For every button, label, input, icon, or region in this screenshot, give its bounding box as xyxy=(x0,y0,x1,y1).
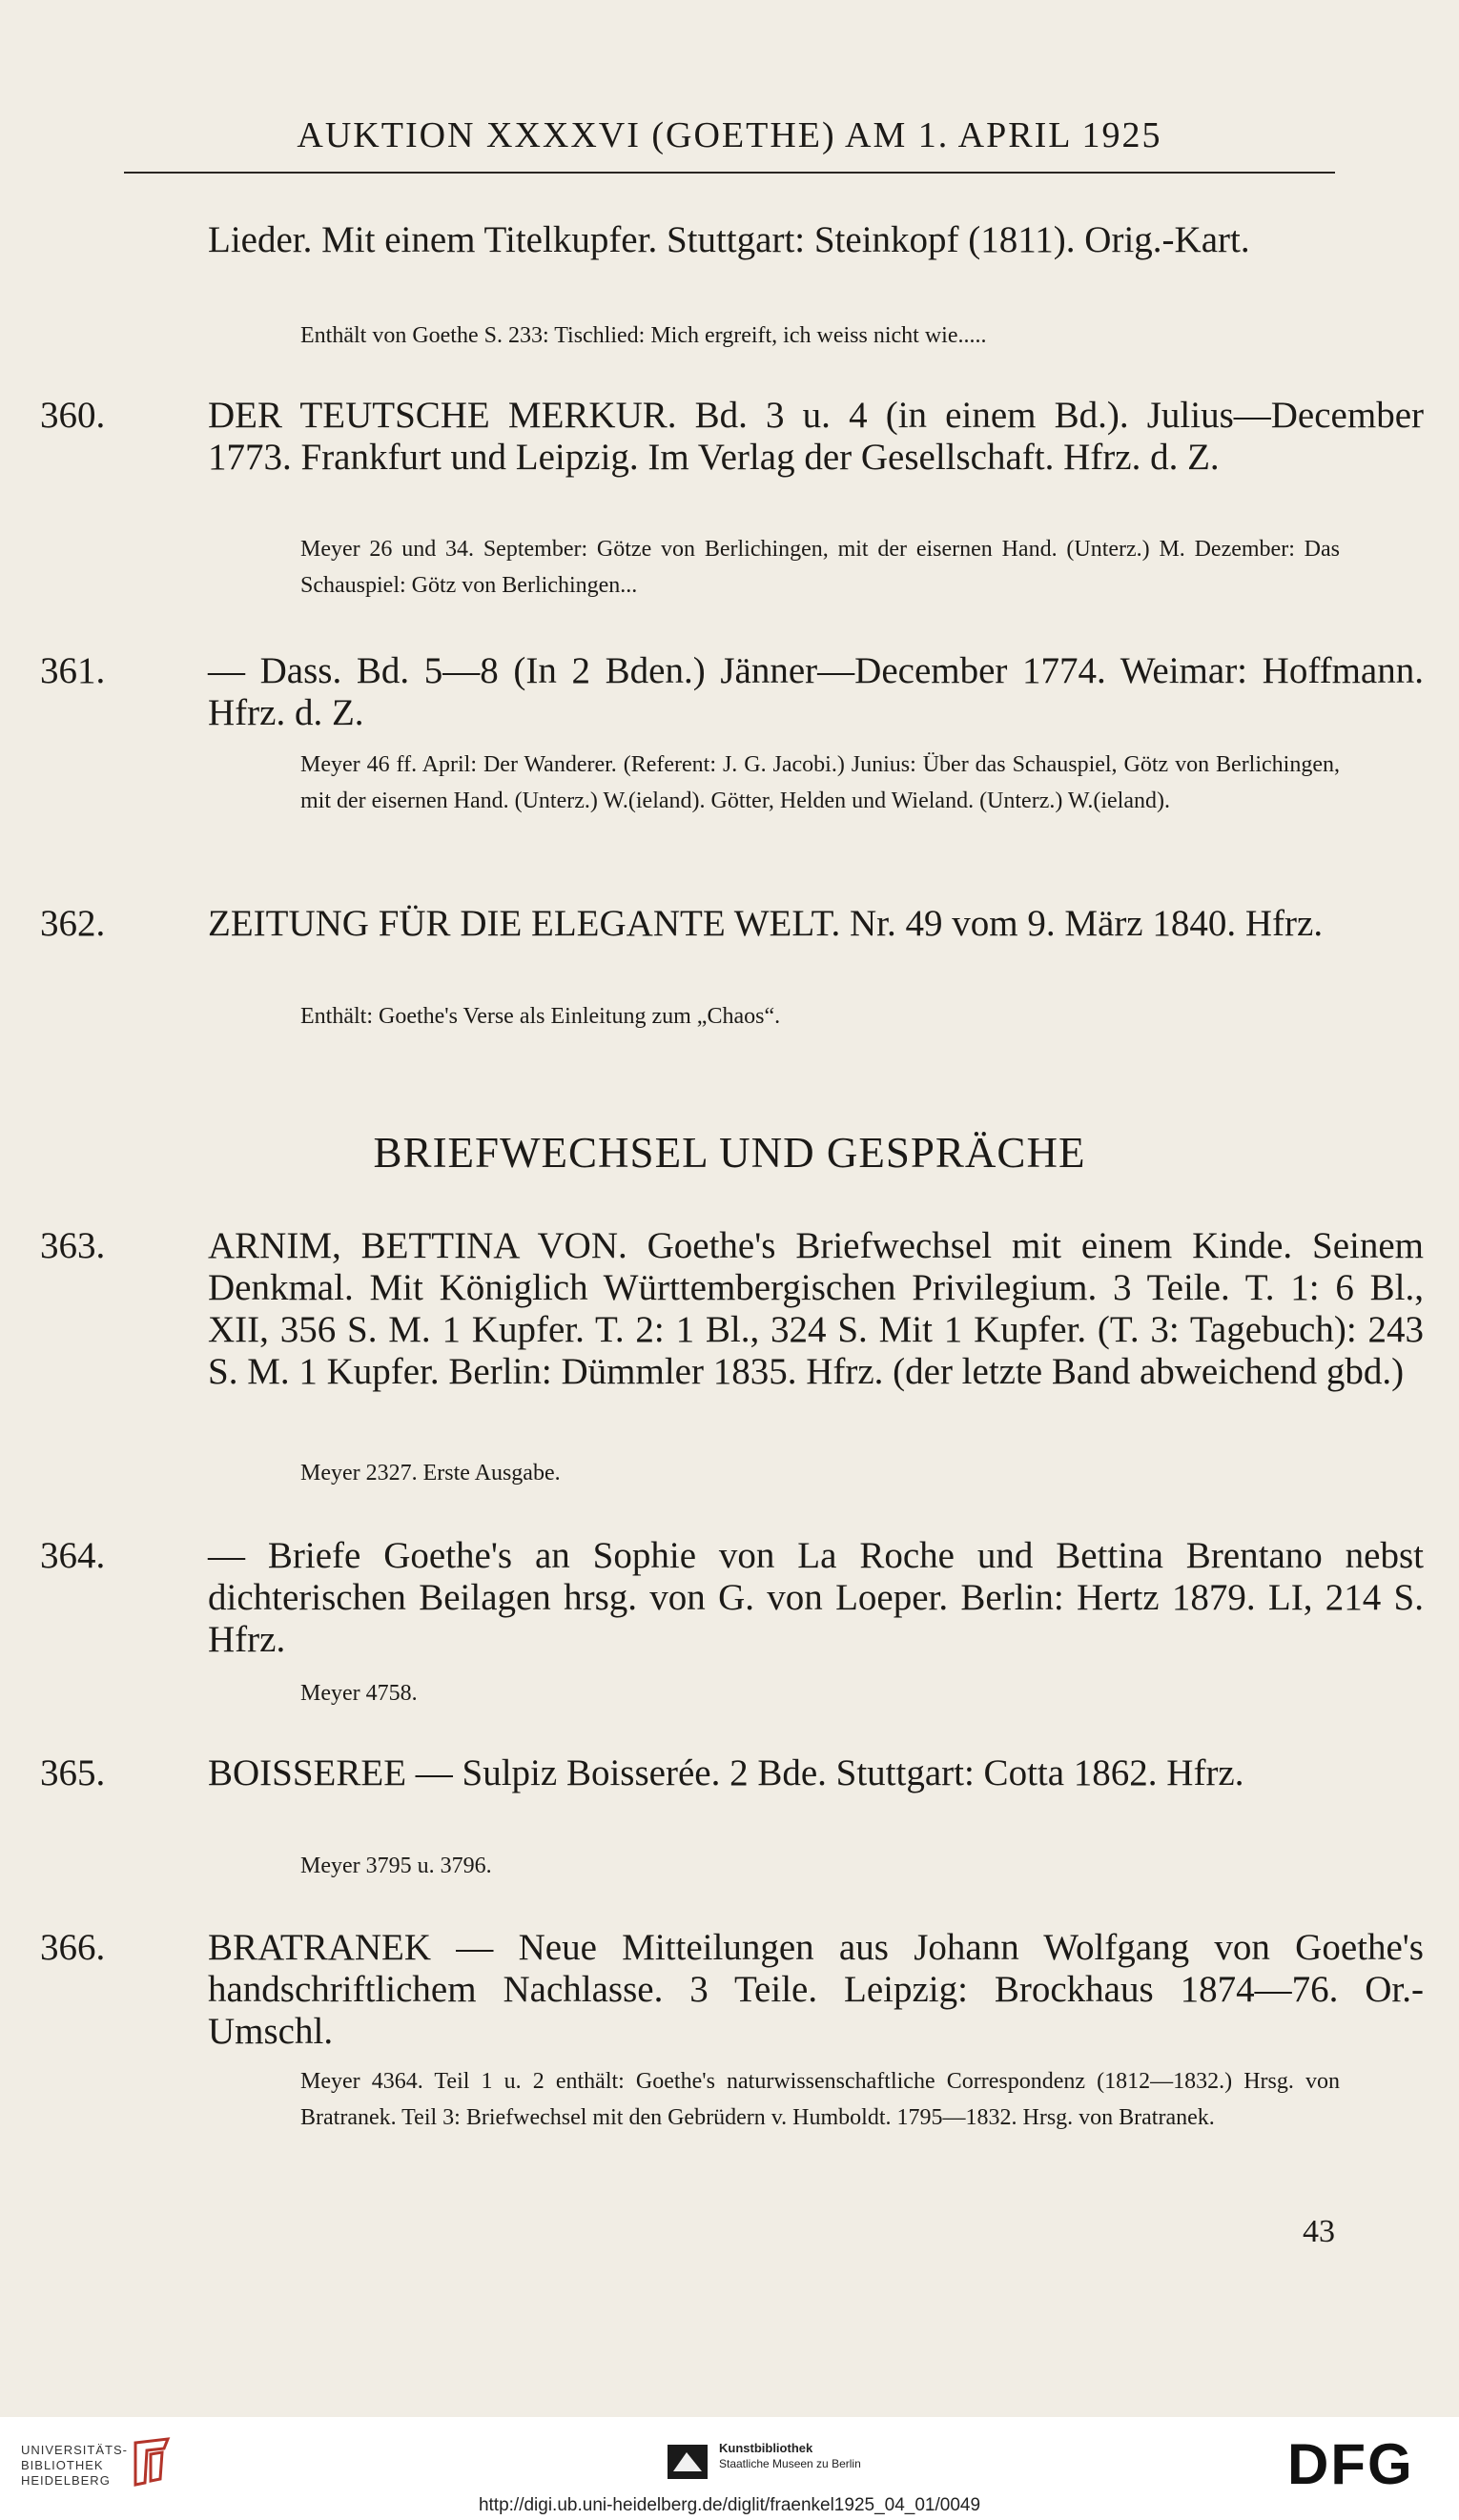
entry-365-note: Meyer 3795 u. 3796. xyxy=(300,1854,492,1878)
entry-number: 362. xyxy=(40,903,106,944)
entry-362 xyxy=(40,903,1424,945)
entry-number: 366. xyxy=(40,1927,106,1968)
entry-text: ZEITUNG FÜR DIE ELEGANTE WELT. Nr. 49 vom 9. März 1840. Hfrz. xyxy=(208,903,1324,944)
entry-text: — Dass. Bd. 5—8 (In 2 Bden.) Jänner—December 1774. Weimar: Hoffmann. Hfrz. d. Z. xyxy=(208,650,1424,733)
entry-362-note: Enthält: Goethe's Verse als Einleitung zum „Chaos“. xyxy=(300,1004,781,1029)
entry-360-note: Meyer 26 und 34. September: Götze von Berlichingen, mit der eisernen Hand. (Unterz.) M. Dezember: Das Schauspiel: Götz von Berlichingen... xyxy=(300,537,1340,598)
entry-text: DER TEUTSCHE MERKUR. Bd. 3 u. 4 (in einem Bd.). Julius—December 1773. Frankfurt und Leipzig. Im Verlag der Gesellschaft. Hfrz. d. Z. xyxy=(208,395,1424,478)
entry-363-note: Meyer 2327. Erste Ausgabe. xyxy=(300,1461,561,1485)
entry-number: 363. xyxy=(40,1225,106,1266)
entry-text: BRATRANEK — Neue Mitteilungen aus Johann Wolfgang von Goethe's handschriftlichem Nachlasse. 3 Teile. Leipzig: Brockhaus 1874—76. Or.-Umschl. xyxy=(208,1927,1424,2052)
entry-364 xyxy=(40,1535,1424,1661)
university-library-logo-text[interactable] xyxy=(21,2443,128,2489)
running-header: AUKTION XXXXVI (GOETHE) AM 1. APRIL 1925 xyxy=(297,115,1162,155)
logo-line: UNIVERSITÄTS- xyxy=(21,2443,128,2457)
section-title: BRIEFWECHSEL UND GESPRÄCHE xyxy=(373,1129,1086,1177)
header-rule xyxy=(124,172,1335,174)
logo-line: HEIDELBERG xyxy=(21,2473,111,2488)
source-url-link[interactable]: http://digi.ub.uni-heidelberg.de/diglit/fraenkel1925_04_01/0049 xyxy=(478,2495,981,2515)
kb-title: Kunstbibliothek xyxy=(719,2441,813,2455)
entry-lieder-note: Enthält von Goethe S. 233: Tischlied: Mich ergreift, ich weiss nicht wie..... xyxy=(300,323,987,348)
kb-subtitle: Staatliche Museen zu Berlin xyxy=(719,2457,861,2470)
logo-line: BIBLIOTHEK xyxy=(21,2458,104,2472)
entry-361-note: Meyer 46 ff. April: Der Wanderer. (Referent: J. G. Jacobi.) Junius: Über das Schauspiel, Götz von Berlichingen, mit der eisernen Hand. (Unterz.) W.(ieland). Götter, Helden und Wieland. (Unterz.) W.(ieland). xyxy=(300,752,1340,813)
entry-text: ARNIM, BETTINA VON. Goethe's Briefwechsel mit einem Kinde. Seinem Denkmal. Mit Königlich Württembergischen Privilegium. 3 Teile. T. 1: 6 Bl., XII, 356 S. M. 1 Kupfer. T. 2: 1 Bl., 324 S. Mit 1 Kupfer. (T. 3: Tagebuch): 243 S. M. 1 Kupfer. Berlin: Dümmler 1835. Hfrz. (der letzte Band abweichend gbd.) xyxy=(208,1225,1424,1392)
university-library-mark-icon xyxy=(130,2437,174,2487)
entry-360 xyxy=(40,395,1424,479)
entry-365 xyxy=(40,1752,1424,1794)
entry-lieder-main: Lieder. Mit einem Titelkupfer. Stuttgart: Steinkopf (1811). Orig.-Kart. xyxy=(208,219,1250,260)
entry-366-note: Meyer 4364. Teil 1 u. 2 enthält: Goethe's naturwissenschaftliche Correspondenz (1812—1832.) Hrsg. von Bratranek. Teil 3: Briefwechsel mit den Gebrüdern v. Humboldt. 1795—1832. Hrsg. von Bratranek. xyxy=(300,2069,1340,2130)
entry-363 xyxy=(40,1225,1424,1393)
entry-364-note: Meyer 4758. xyxy=(300,1681,418,1706)
entry-number: 361. xyxy=(40,650,106,691)
entry-number: 365. xyxy=(40,1752,106,1793)
entry-366 xyxy=(40,1927,1424,2053)
kunstbibliothek-logo-text[interactable] xyxy=(719,2441,861,2471)
entry-number: 360. xyxy=(40,395,106,436)
kunstbibliothek-logo-icon xyxy=(666,2443,709,2481)
entry-text: BOISSEREE — Sulpiz Boisserée. 2 Bde. Stuttgart: Cotta 1862. Hfrz. xyxy=(208,1752,1244,1793)
entry-number: 364. xyxy=(40,1535,106,1576)
dfg-logo[interactable]: DFG xyxy=(1287,2432,1414,2496)
page-number: 43 xyxy=(1303,2214,1335,2249)
entry-361 xyxy=(40,650,1424,734)
entry-text: — Briefe Goethe's an Sophie von La Roche und Bettina Brentano nebst dichterischen Beilagen hrsg. von G. von Loeper. Berlin: Hertz 1879. LI, 214 S. Hfrz. xyxy=(208,1535,1424,1660)
